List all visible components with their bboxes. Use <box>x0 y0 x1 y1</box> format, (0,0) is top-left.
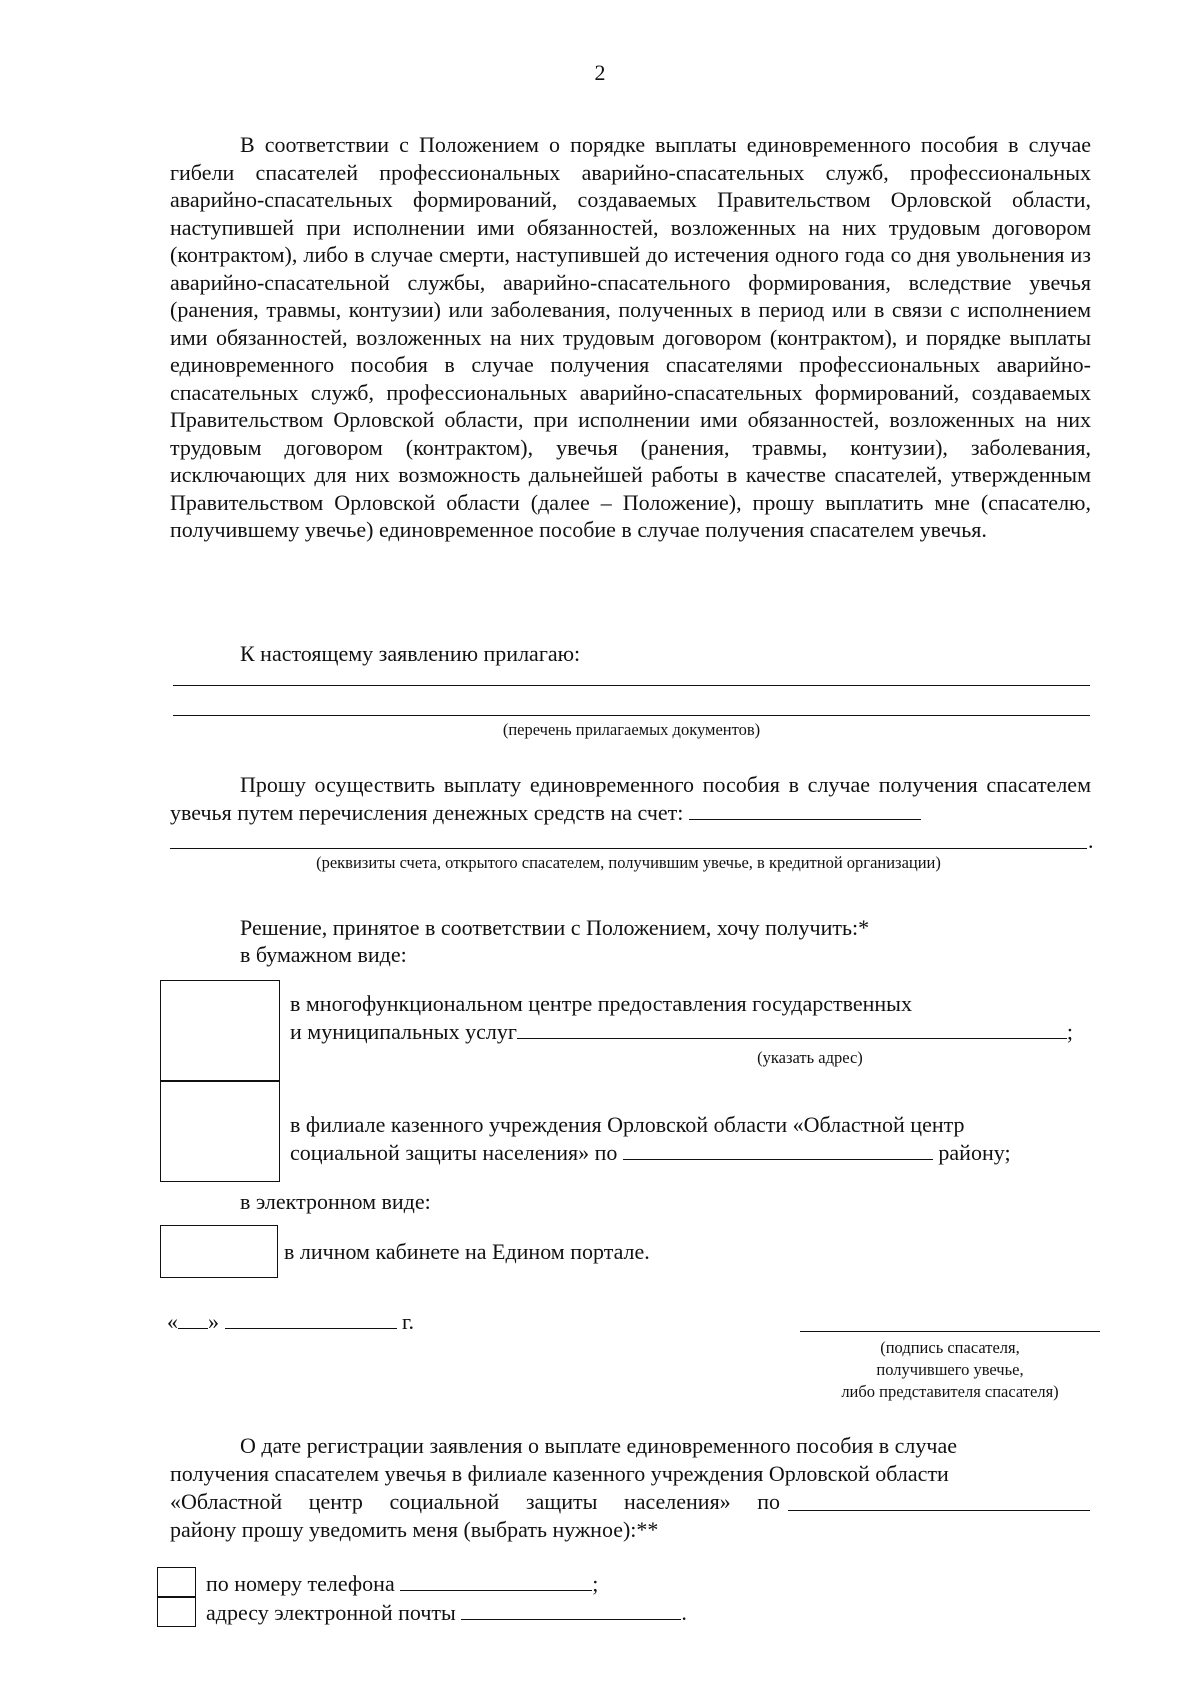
signature-caption <box>780 1337 1120 1403</box>
notification-district-field[interactable] <box>788 1510 1090 1511</box>
attachments-label: К настоящему заявлению прилагаю: <box>240 641 581 666</box>
mfc-address-caption: (указать адрес) <box>757 1048 863 1067</box>
option-branch-end: району; <box>938 1140 1011 1165</box>
date-open-quote: « <box>167 1309 178 1334</box>
option-email <box>206 1599 687 1627</box>
decision-heading: Решение, принятое в соответствии с Положением, хочу получить:* <box>240 915 870 940</box>
signature-caption-line-1: (подпись спасателя, <box>880 1338 1020 1357</box>
phone-checkbox[interactable] <box>157 1567 196 1598</box>
option-phone <box>206 1570 598 1598</box>
payment-paragraph <box>170 771 1091 826</box>
signature-line[interactable] <box>800 1331 1100 1332</box>
notification-line-4: району прошу уведомить меня (выбрать нужное):** <box>170 1517 659 1542</box>
account-details-line[interactable] <box>170 848 1087 849</box>
branch-checkbox[interactable] <box>160 1080 280 1182</box>
phone-field[interactable] <box>400 1570 592 1591</box>
notification-line-3: «Областной центр социальной защиты населения» по <box>170 1489 780 1514</box>
attachments-caption: (перечень прилагаемых документов) <box>502 720 761 739</box>
main-paragraph: В соответствии с Положением о порядке выплаты единовременного пособия в случае гибели спасателей профессиональных аварийно-спасательных служб, профессиональных аварийно-спасательных формирований, создаваемых Правительством Орловской области, наступившей при исполнении ими обязанностей, возложенных на них трудовым договором (контрактом), либо в случае смерти, наступившей до истечения одного года со дня увольнения из аварийно-спасательной службы, аварийно-спасательного формирования, вследствие увечья (ранения, травмы, контузии) или заболевания, полученных в период или в связи с исполнением ими обязанностей, возложенных на них трудовым договором (контрактом), и порядке выплаты единовременного пособия в случае получения спасателями профессиональных аварийно-спасательных служб, профессиональных аварийно-спасательных формирований, создаваемых Правительством Орловской области, при исполнении ими обязанностей, возложенных на них трудовым договором (контрактом), увечья (ранения, травмы, контузии), заболевания, исключающих для них возможность дальнейшей работы в качестве спасателей, утвержденным Правительством Орловской области (далее – Положение), прошу выплатить мне (спасателю, получившему увечье) единовременное пособие в случае получения спасателем увечья. <box>170 132 1091 542</box>
date-year-suffix: г. <box>402 1309 415 1334</box>
option-email-end: . <box>681 1600 687 1625</box>
email-checkbox[interactable] <box>157 1596 196 1627</box>
branch-district-field[interactable] <box>623 1139 933 1160</box>
option-branch-line-1: в филиале казенного учреждения Орловской области «Областной центр <box>290 1112 965 1137</box>
page-number: 2 <box>594 60 606 85</box>
mfc-checkbox[interactable] <box>160 980 280 1082</box>
date-day-field[interactable] <box>178 1308 208 1329</box>
date-close-quote: » <box>208 1309 219 1334</box>
option-phone-text: по номеру телефона <box>206 1571 395 1596</box>
option-mfc-line-1: в многофункциональном центре предоставления государственных <box>290 991 912 1016</box>
payment-text: Прошу осуществить выплату единовременного пособия в случае получения спасателем увечья путем перечисления денежных средств на счет: <box>170 772 1091 825</box>
signature-caption-line-3: либо представителя спасателя) <box>841 1382 1059 1401</box>
signature-caption-line-2: получившего увечье, <box>876 1360 1024 1379</box>
option-mfc-line-2 <box>290 1018 1073 1046</box>
option-mfc-end: ; <box>1066 1019 1073 1044</box>
attachments-line-1[interactable] <box>173 685 1090 686</box>
option-portal: в личном кабинете на Едином портале. <box>284 1239 650 1264</box>
option-mfc-text: и муниципальных услуг <box>290 1019 517 1044</box>
email-field[interactable] <box>461 1599 681 1620</box>
account-caption: (реквизиты счета, открытого спасателем, получившим увечье, в кредитной организации) <box>316 853 941 872</box>
notification-line-1: О дате регистрации заявления о выплате единовременного пособия в случае <box>240 1433 957 1458</box>
account-field[interactable] <box>689 799 921 820</box>
option-branch-text: социальной защиты населения» по <box>290 1140 618 1165</box>
option-phone-end: ; <box>592 1571 599 1596</box>
attachments-line-2[interactable] <box>173 715 1090 716</box>
mfc-address-field[interactable] <box>517 1018 1067 1039</box>
paper-form-label: в бумажном виде: <box>240 942 407 967</box>
portal-checkbox[interactable] <box>160 1225 278 1278</box>
payment-end-mark: . <box>1088 828 1094 853</box>
date-line <box>167 1308 414 1336</box>
date-month-field[interactable] <box>225 1308 397 1329</box>
option-branch-line-2 <box>290 1139 1011 1167</box>
option-email-text: адресу электронной почты <box>206 1600 456 1625</box>
notification-line-2: получения спасателем увечья в филиале казенного учреждения Орловской области <box>170 1461 949 1486</box>
electronic-form-label: в электронном виде: <box>240 1189 431 1214</box>
